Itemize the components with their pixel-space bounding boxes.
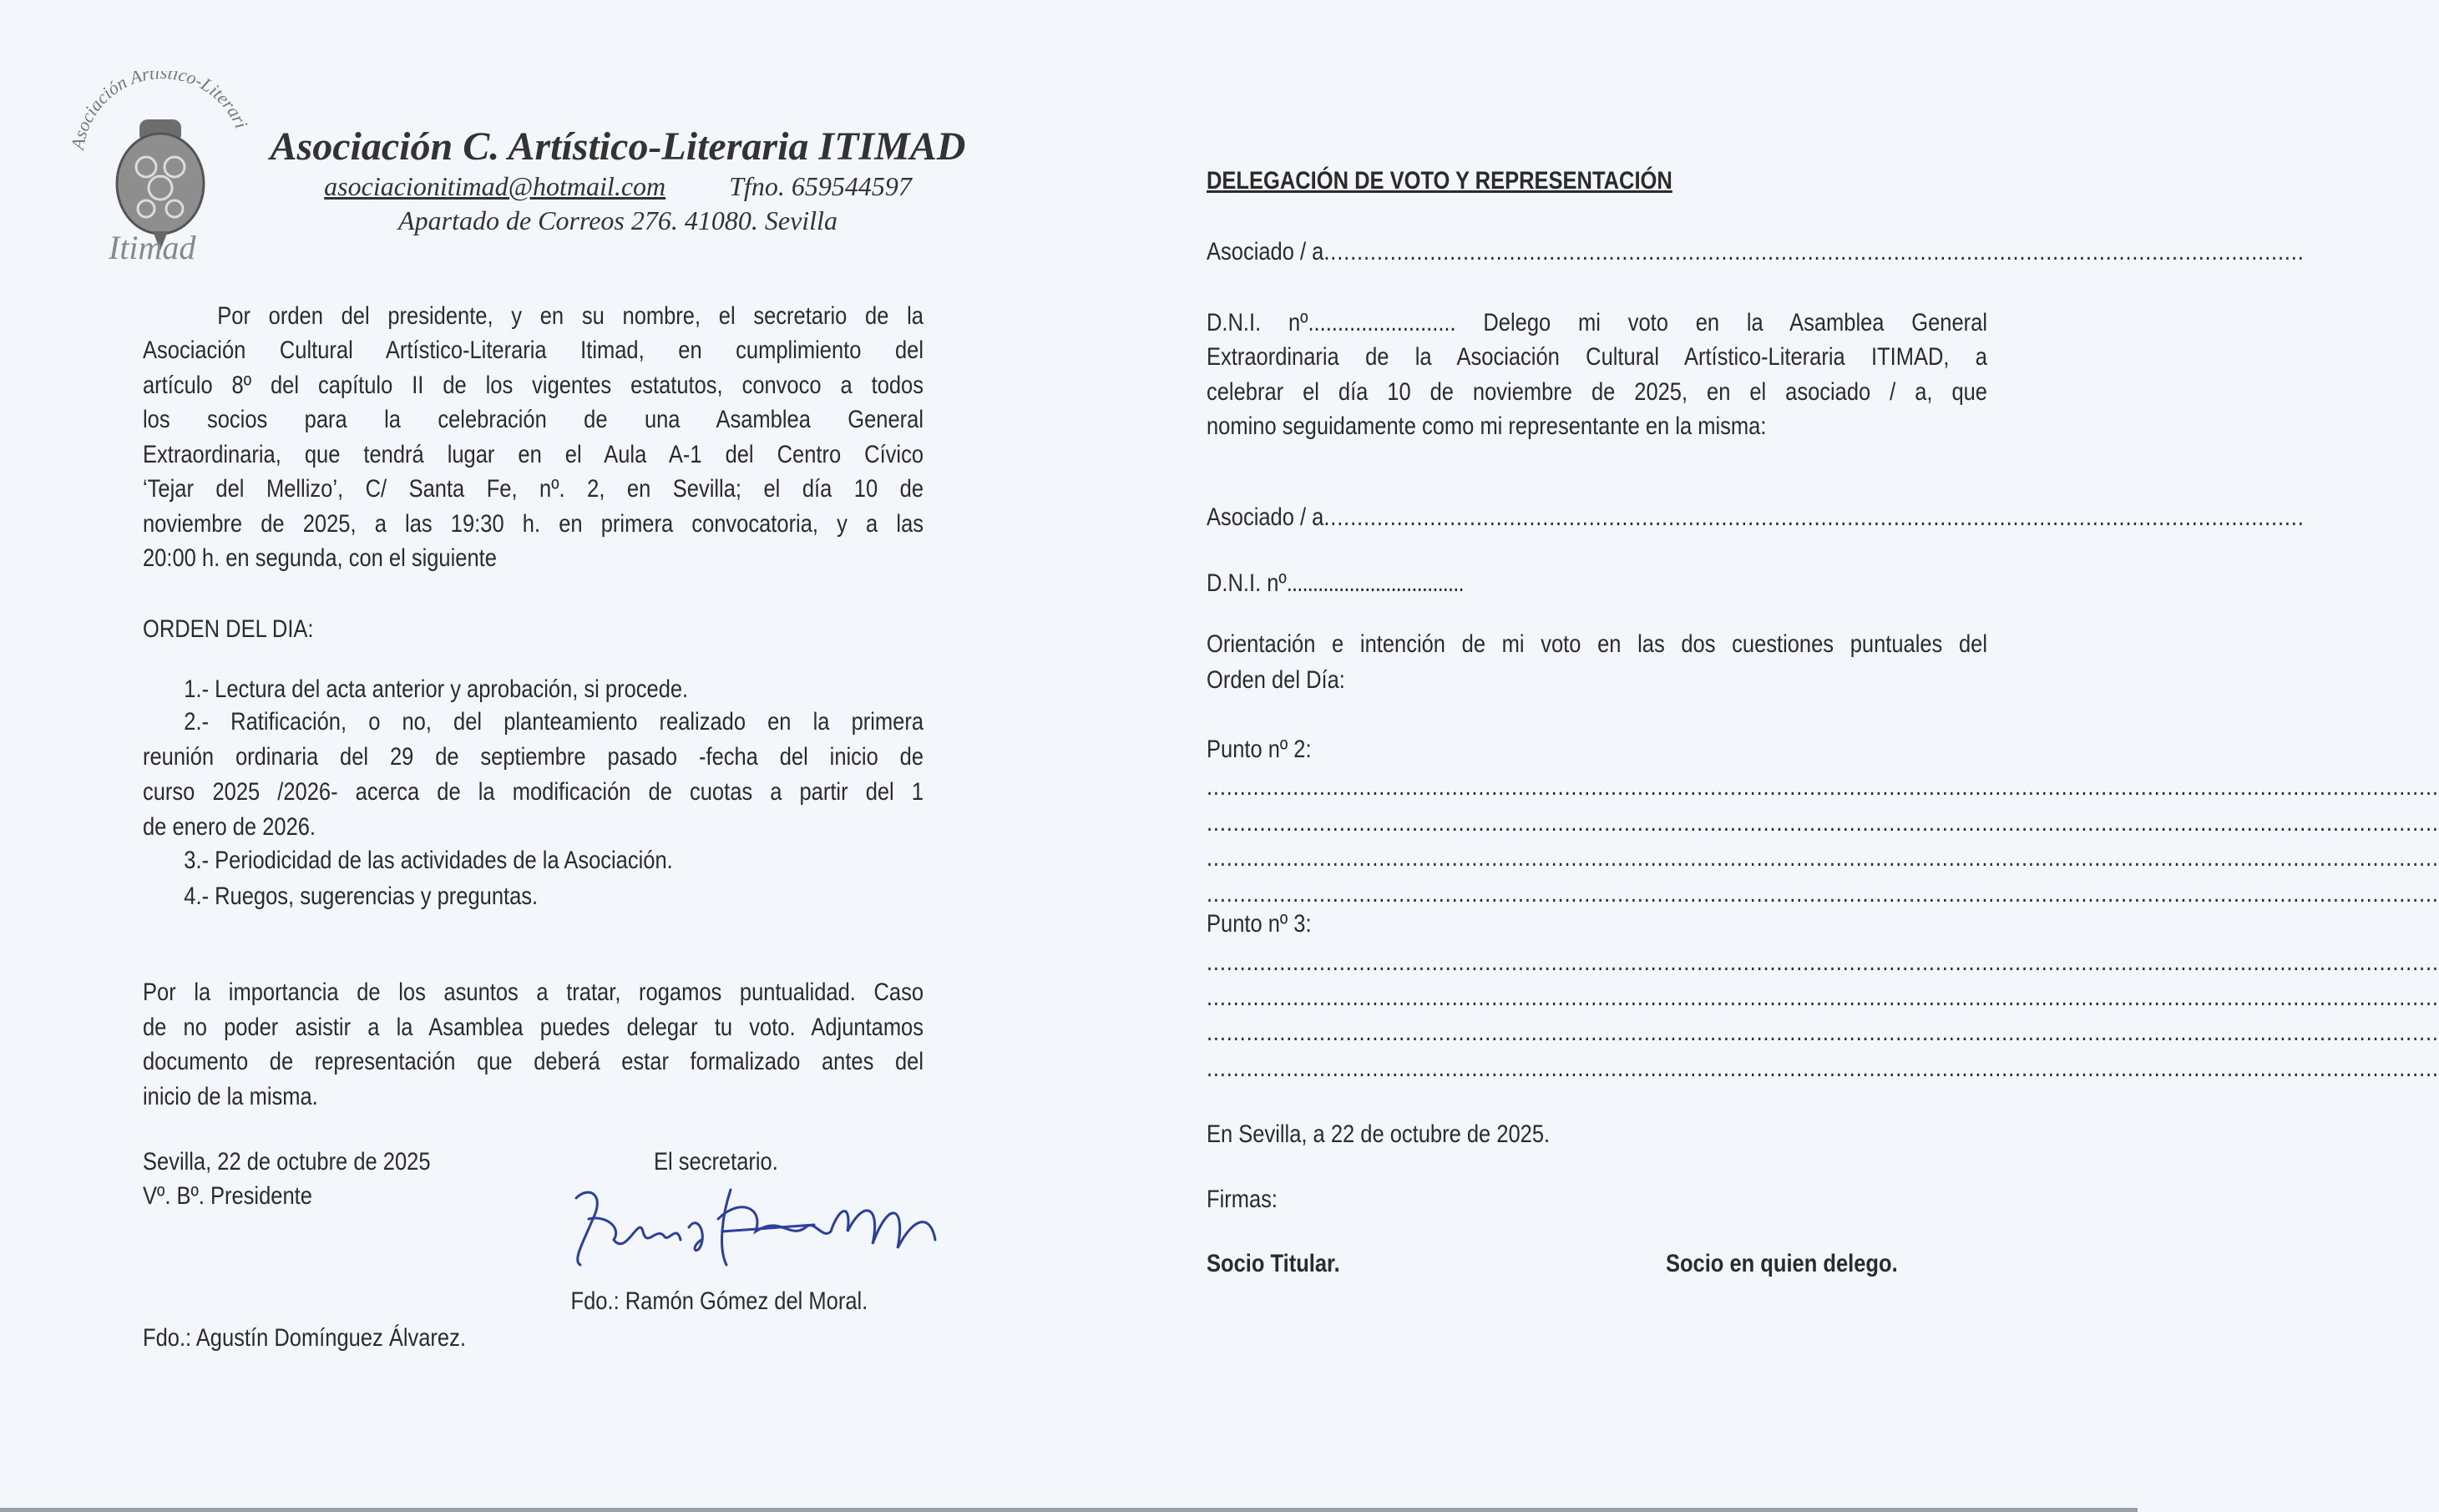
- intro-line: artículo 8º del capítulo II de los vigentes estatutos, convoco a todos: [143, 372, 923, 399]
- punto-2-line[interactable]: ..........................................................................................................................................................................................: [1207, 773, 2439, 801]
- svg-text:Itimad: Itimad: [109, 229, 196, 266]
- firmas-label: Firmas:: [1207, 1186, 1278, 1213]
- agenda-item: 4.- Ruegos, sugerencias y preguntas.: [184, 882, 539, 910]
- agenda-item: 2.- Ratificación, o no, del planteamiento realizado en la primera: [184, 708, 924, 736]
- agenda-title: ORDEN DEL DIA:: [143, 615, 314, 643]
- dotted-line: .........................: [1308, 309, 1456, 336]
- intro-line: Asociación Cultural Artístico-Literaria Itimad, en cumplimiento del: [143, 336, 923, 364]
- punto-3-line[interactable]: ..........................................................................................................................................................................................: [1207, 948, 2439, 976]
- asociado-label: Asociado / a: [1207, 503, 1324, 531]
- svg-text:Asociación Artístico-Literaria: Asociación Artístico-Literari: [67, 71, 252, 151]
- president-name: Fdo.: Agustín Domínguez Álvarez.: [143, 1324, 466, 1352]
- phone: Tfno. 659544597: [729, 171, 912, 201]
- intro-line: 20:00 h. en segunda, con el siguiente: [143, 544, 497, 572]
- asociado-field[interactable]: [1207, 237, 2305, 267]
- vobo-label: Vº. Bº. Presidente: [143, 1182, 312, 1210]
- dni-label: D.N.I. nº: [1207, 569, 1287, 597]
- punto-2-label: Punto nº 2:: [1207, 736, 1312, 763]
- asociado-label: Asociado / a: [1207, 238, 1324, 265]
- form-date: En Sevilla, a 22 de octubre de 2025.: [1207, 1120, 1551, 1148]
- email-link[interactable]: asociacionitimad@hotmail.com: [324, 171, 666, 201]
- orientation-line: Orientación e intención de mi voto en las dos cuestiones puntuales del: [1207, 630, 1987, 658]
- delegation-line: Extraordinaria de la Asociación Cultural Artístico-Literaria ITIMAD, a: [1207, 343, 1987, 371]
- association-logo: [63, 71, 255, 271]
- dotted-line: ....................................................................................................................................................: [1323, 238, 2305, 265]
- punto-2-line[interactable]: ..........................................................................................................................................................................................: [1207, 880, 2439, 908]
- punto-2-line[interactable]: ..........................................................................................................................................................................................: [1207, 809, 2439, 837]
- dni-delegation-line[interactable]: [1207, 308, 1987, 338]
- contact-line: [242, 171, 994, 202]
- orientation-line: Orden del Día:: [1207, 666, 1345, 694]
- intro-line: noviembre de 2025, a las 19:30 h. en primera convocatoria, y a las: [143, 510, 923, 538]
- punto-2-line[interactable]: ..........................................................................................................................................................................................: [1207, 844, 2439, 872]
- closing-line: inicio de la misma.: [143, 1083, 318, 1110]
- agenda-item: 3.- Periodicidad de las actividades de la Asociación.: [184, 847, 673, 874]
- intro-line: Extraordinaria, que tendrá lugar en el Aula A-1 del Centro Cívico: [143, 441, 923, 468]
- closing-line: de no poder asistir a la Asamblea puedes delegar tu voto. Adjuntamos: [143, 1014, 923, 1041]
- letter-date: Sevilla, 22 de octubre de 2025: [143, 1148, 431, 1176]
- agenda-item: curso 2025 /2026- acerca de la modificación de cuotas a partir del 1: [143, 778, 923, 806]
- representative-field[interactable]: [1207, 503, 2305, 533]
- dni-label: D.N.I. nº: [1207, 309, 1308, 336]
- delegation-text: Delego mi voto en la Asamblea General: [1483, 309, 1987, 336]
- punto-3-label: Punto nº 3:: [1207, 910, 1312, 938]
- intro-line: Por orden del presidente, y en su nombre, el secretario de la: [217, 302, 923, 330]
- dotted-line: ..................................: [1286, 569, 1464, 597]
- socio-titular-label: Socio Titular.: [1207, 1250, 1340, 1277]
- closing-line: documento de representación que deberá estar formalizado antes del: [143, 1048, 923, 1075]
- intro-line: los socios para la celebración de una Asamblea General: [143, 406, 923, 433]
- form-title: DELEGACIÓN DE VOTO Y REPRESENTACIÓN: [1207, 167, 1672, 195]
- secretary-name: Fdo.: Ramón Gómez del Moral.: [570, 1287, 868, 1315]
- socio-delegado-label: Socio en quien delego.: [1665, 1250, 1898, 1277]
- dotted-line: ....................................................................................................................................................: [1323, 503, 2305, 531]
- delegation-line: nomino seguidamente como mi representante en la misma:: [1207, 412, 1767, 440]
- association-title: Asociación C. Artístico-Literaria ITIMAD: [270, 124, 966, 169]
- secretary-label: El secretario.: [654, 1148, 778, 1176]
- punto-3-line[interactable]: ..........................................................................................................................................................................................: [1207, 984, 2439, 1011]
- punto-3-line[interactable]: ..........................................................................................................................................................................................: [1207, 1019, 2439, 1046]
- representative-dni-field[interactable]: [1207, 569, 1464, 599]
- secretary-signature: [564, 1181, 948, 1273]
- closing-line: Por la importancia de los asuntos a tratar, rogamos puntualidad. Caso: [143, 979, 923, 1006]
- agenda-item: de enero de 2026.: [143, 813, 316, 841]
- page-bottom-edge: [0, 1508, 2138, 1512]
- agenda-item: reunión ordinaria del 29 de septiembre pasado -fecha del inicio de: [143, 743, 923, 771]
- postal-address: Apartado de Correos 276. 41080. Sevilla: [398, 205, 837, 235]
- delegation-line: celebrar el día 10 de noviembre de 2025, en el asociado / a, que: [1207, 378, 1987, 406]
- intro-line: ‘Tejar del Mellizo’, C/ Santa Fe, nº. 2, en Sevilla; el día 10 de: [143, 475, 923, 503]
- agenda-item: 1.- Lectura del acta anterior y aprobación, si procede.: [184, 675, 689, 703]
- punto-3-line[interactable]: ..........................................................................................................................................................................................: [1207, 1054, 2439, 1082]
